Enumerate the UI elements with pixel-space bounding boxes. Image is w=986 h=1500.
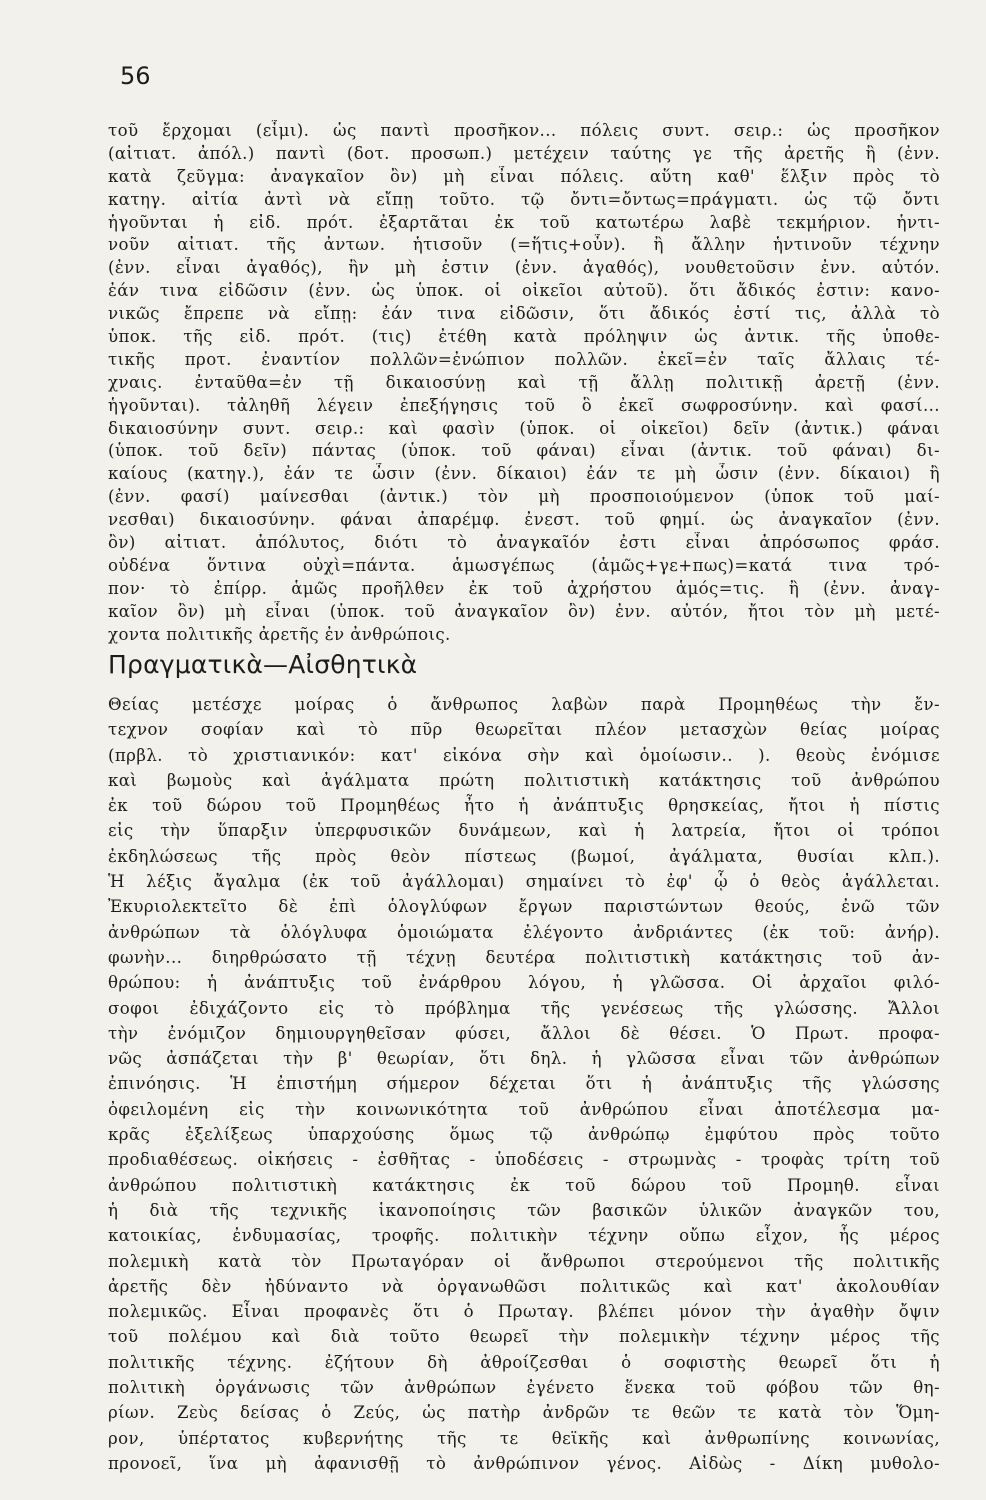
text-line: οὐδένα ὅντινα οὐχὶ=πάντα. ἁμωσγέπως (ἁμῶς+γε+πως)=κατά τινα τρό- (108, 555, 940, 575)
text-line: (πρβλ. τὸ χριστιανικόν: κατ' εἰκόνα σὴν καὶ ὁμοίωσιν.. ). θεοὺς ἐνόμισε (108, 745, 940, 765)
text-line: Ἐκυριολεκτεῖτο δὲ ἐπὶ ὁλογλύφων ἔργων παριστώντων θεούς, ἐνῶ τῶν (108, 897, 940, 917)
text-line: ὀφειλομένη εἰς τὴν κοινωνικότητα τοῦ ἀνθρώπου εἶναι ἀποτέλεσμα μα- (108, 1099, 940, 1119)
text-line: ἐκ τοῦ δώρου τοῦ Προμηθέως ἦτο ἡ ἀνάπτυξις θρησκείας, ἤτοι ἡ πίστις (108, 796, 940, 816)
text-line: προνοεῖ, ἵνα μὴ ἀφανισθῇ τὸ ἀνθρώπινον γένος. Αἰδὼς - Δίκη μυθολο- (108, 1453, 940, 1473)
text-line: τικῆς προτ. ἐναντίον πολλῶν=ἐνώπιον πολλῶν. ἐκεῖ=ἐν ταῖς ἄλλαις τέ- (108, 349, 940, 369)
text-line: ὑποκ. τῆς εἰδ. πρότ. (τις) ἐτέθη κατὰ πρόληψιν ὡς ἀντικ. τῆς ὑποθε- (108, 327, 940, 347)
text-line: καίους (κατηγ.), ἐάν τε ὦσιν (ἐνν. δίκαιοι) ἐάν τε μὴ ὦσιν (ἐνν. δίκαιοι) ἢ (108, 464, 940, 484)
text-line: ἡ διὰ τῆς τεχνικῆς ἱκανοποίησις τῶν βασικῶν ὑλικῶν ἀναγκῶν του, (108, 1200, 940, 1220)
text-line: ἀρετῆς δὲν ἠδύναντο νὰ ὀργανωθῶσι πολιτικῶς καὶ κατ' ἀκολουθίαν (108, 1276, 940, 1296)
text-line: ἀνθρώπου πολιτιστικὴ κατάκτησις ἐκ τοῦ δώρου τοῦ Προμηθ. εἶναι (108, 1175, 940, 1195)
text-line: προδιαθέσεως. οἰκήσεις - ἐσθῆτας - ὑποδέσεις - στρωμνὰς - τροφὰς τρίτη τοῦ (108, 1150, 940, 1170)
text-line: (ἐνν. εἶναι ἀγαθός), ἣν μὴ ἐστιν (ἐνν. ἀγαθός), νουθετοῦσιν ἐνν. αὐτόν. (108, 258, 940, 278)
body-text (108, 692, 940, 1473)
text-line: χοντα πολιτικῆς ἀρετῆς ἐν ἀνθρώποις. (108, 624, 451, 644)
text-line: ρίων. Ζεὺς δείσας ὁ Ζεύς, ὡς πατὴρ ἀνδρῶν τε θεῶν τε κατὰ τὸν Ὅμη- (108, 1403, 940, 1423)
text-line: ὂν) αἰτιατ. ἀπόλυτος, διότι τὸ ἀναγκαῖόν ἐστι εἶναι ἀπρόσωπος φράσ. (108, 533, 940, 553)
text-line: πολιτικῆς τέχνης. ἐζήτουν δὴ ἀθροίζεσθαι ὁ σοφιστὴς θεωρεῖ ὅτι ἡ (108, 1352, 940, 1372)
text-line: τεχνον σοφίαν καὶ τὸ πῦρ θεωρεῖται πλέον μετασχὼν θείας μοίρας (108, 720, 940, 740)
text-line: ρον, ὑπέρτατος κυβερνήτης τῆς τε θεϊκῆς καὶ ἀνθρωπίνης κοινωνίας, (108, 1428, 940, 1448)
text-line: νικῶς ἔπρεπε νὰ εἴπῃ: ἐάν τινα εἰδῶσιν, ὅτι ἄδικός ἐστί τις, ἀλλὰ τὸ (108, 304, 940, 324)
text-line: εἰς τὴν ὕπαρξιν ὑπερφυσικῶν δυνάμεων, καὶ ἡ λατρεία, ἤτοι οἱ τρόποι (108, 821, 940, 841)
text-line: νεσθαι) δικαιοσύνην. φάναι ἀπαρέμφ. ἐνεστ. τοῦ φημί. ὡς ἀναγκαῖον (ἐνν. (108, 510, 940, 530)
text-line: δικαιοσύνην συντ. σειρ.: καὶ φασὶν (ὑποκ. οἱ οἰκεῖοι) δεῖν (ἀντικ.) φάναι (108, 418, 940, 438)
text-line: πολιτικὴ ὀργάνωσις τῶν ἀνθρώπων ἐγένετο ἕνεκα τοῦ φόβου τῶν θη- (108, 1378, 940, 1398)
text-line: ἐπινόησις. Ἡ ἐπιστήμη σήμερον δέχεται ὅτι ἡ ἀνάπτυξις τῆς γλώσσης (108, 1074, 940, 1094)
text-line: ἐάν τινα εἰδῶσιν (ἐνν. ὡς ὑποκ. οἱ οἰκεῖοι αὐτοῦ). ὅτι ἄδικός ἐστιν: κανο- (108, 281, 940, 301)
page-number: 56 (120, 62, 151, 90)
text-line: νῶς ἀσπάζεται τὴν β' θεωρίαν, ὅτι δηλ. ἡ γλῶσσα εἶναι τῶν ἀνθρώπων (108, 1049, 940, 1069)
text-line: καὶ βωμοὺς καὶ ἀγάλματα πρώτη πολιτιστικὴ κατάκτησις τοῦ ἀνθρώπου (108, 770, 940, 790)
text-line: κατὰ ζεῦγμα: ἀναγκαῖον ὂν) μὴ εἶναι πόλεις. αὕτη καθ' ἕλξιν πρὸς τὸ (108, 166, 940, 186)
text-line: κρᾶς ἐξελίξεως ὑπαρχούσης ὅμως τῷ ἀνθρώπῳ ἐμφύτου πρὸς τοῦτο (108, 1125, 940, 1145)
text-line: πολεμικῶς. Εἶναι προφανὲς ὅτι ὁ Πρωταγ. βλέπει μόνον τὴν ἀγαθὴν ὄψιν (108, 1302, 940, 1322)
text-line: θρώπου: ἡ ἀνάπτυξις τοῦ ἐνάρθρου λόγου, ἡ γλῶσσα. Οἱ ἀρχαῖοι φιλό- (108, 973, 940, 993)
text-line: καῖον ὂν) μὴ εἶναι (ὑποκ. τοῦ ἀναγκαῖον ὂν) ἐνν. αὐτόν, ἤτοι τὸν μὴ μετέ- (108, 601, 940, 621)
text-line: (αἰτιατ. ἀπόλ.) παντὶ (δοτ. προσωπ.) μετέχειν ταύτης γε τῆς ἀρετῆς ἢ (ἐνν. (108, 143, 940, 163)
text-line: νοῦν αἰτιατ. τῆς ἀντων. ἡτισοῦν (=ἥτις+οὖν). ἢ ἄλλην ἡντινοῦν τέχνην (108, 235, 940, 255)
text-line: (ὑποκ. τοῦ δεῖν) πάντας (ὑποκ. τοῦ φάναι) εἶναι (ἀντικ. τοῦ φάναι) δι- (108, 441, 940, 461)
text-line: τὴν ἐνόμιζον δημιουργηθεῖσαν φύσει, ἄλλοι δὲ θέσει. Ὁ Πρωτ. προφα- (108, 1023, 940, 1043)
text-line: ἡγοῦνται). τἀληθῆ λέγειν ἐπεξήγησις τοῦ ὃ ἐκεῖ σωφροσύνην. καὶ φασί... (108, 395, 940, 415)
text-line: ἐκδηλώσεως τῆς πρὸς θεὸν πίστεως (βωμοί, ἀγάλματα, θυσίαι κλπ.). (108, 846, 940, 866)
text-line: πολεμικὴ κατὰ τὸν Πρωταγόραν οἱ ἄνθρωποι στερούμενοι τῆς πολιτικῆς (108, 1251, 940, 1271)
text-line: τοῦ πολέμου καὶ διὰ τοῦτο θεωρεῖ τὴν πολεμικὴν τέχνην μέρος τῆς (108, 1327, 940, 1347)
text-line: (ἐνν. φασί) μαίνεσθαι (ἀντικ.) τὸν μὴ προσποιούμενον (ὑποκ τοῦ μαί- (108, 487, 940, 507)
text-line: ἡγοῦνται ἡ εἰδ. πρότ. ἐξαρτᾶται ἐκ τοῦ κατωτέρω λαβὲ τεκμήριον. ἡντι- (108, 212, 940, 232)
text-line: πον· τὸ ἐπίρρ. ἁμῶς προῆλθεν ἐκ τοῦ ἀχρήστου ἁμός=τις. ἢ (ἐνν. ἀναγ- (108, 578, 940, 598)
text-line: φωνὴν... διηρθρώσατο τῇ τέχνῃ δευτέρα πολιτιστικὴ κατάκτησις τοῦ ἀν- (108, 947, 940, 967)
text-line: Θείας μετέσχε μοίρας ὁ ἄνθρωπος λαβὼν παρὰ Προμηθέως τὴν ἔν- (108, 695, 940, 714)
section-heading: Πραγματικὰ—Αἰσθητικὰ (108, 650, 418, 679)
text-line: τοῦ ἔρχομαι (εἶμι). ὡς παντὶ προσῆκον... πόλεις συντ. σειρ.: ὡς προσῆκον (108, 121, 940, 140)
text-line: χναις. ἐνταῦθα=ἐν τῇ δικαιοσύνῃ καὶ τῇ ἄλλῃ πολιτικῇ ἀρετῇ (ἐνν. (108, 372, 940, 392)
text-line: κατοικίας, ἐνδυμασίας, τροφῆς. πολιτικὴν τέχνην οὔπω εἶχον, ἧς μέρος (108, 1226, 940, 1246)
text-line: σοφοι ἐδιχάζοντο εἰς τὸ πρόβλημα τῆς γενέσεως τῆς γλώσσης. Ἄλλοι (108, 998, 940, 1018)
text-line: Ἡ λέξις ἄγαλμα (ἐκ τοῦ ἀγάλλομαι) σημαίνει τὸ ἐφ' ᾧ ὁ θεὸς ἀγάλλεται. (108, 872, 940, 892)
text-line: ἀνθρώπων τὰ ὁλόγλυφα ὁμοιώματα ἐλέγοντο ἀνδριάντες (ἐκ τοῦ: ἀνήρ). (108, 922, 940, 942)
text-line: κατηγ. αἰτία ἀντὶ νὰ εἴπῃ τοῦτο. τῷ ὄντι=ὄντως=πράγματι. ὡς τῷ ὄντι (108, 189, 940, 209)
commentary-notes (108, 120, 940, 646)
